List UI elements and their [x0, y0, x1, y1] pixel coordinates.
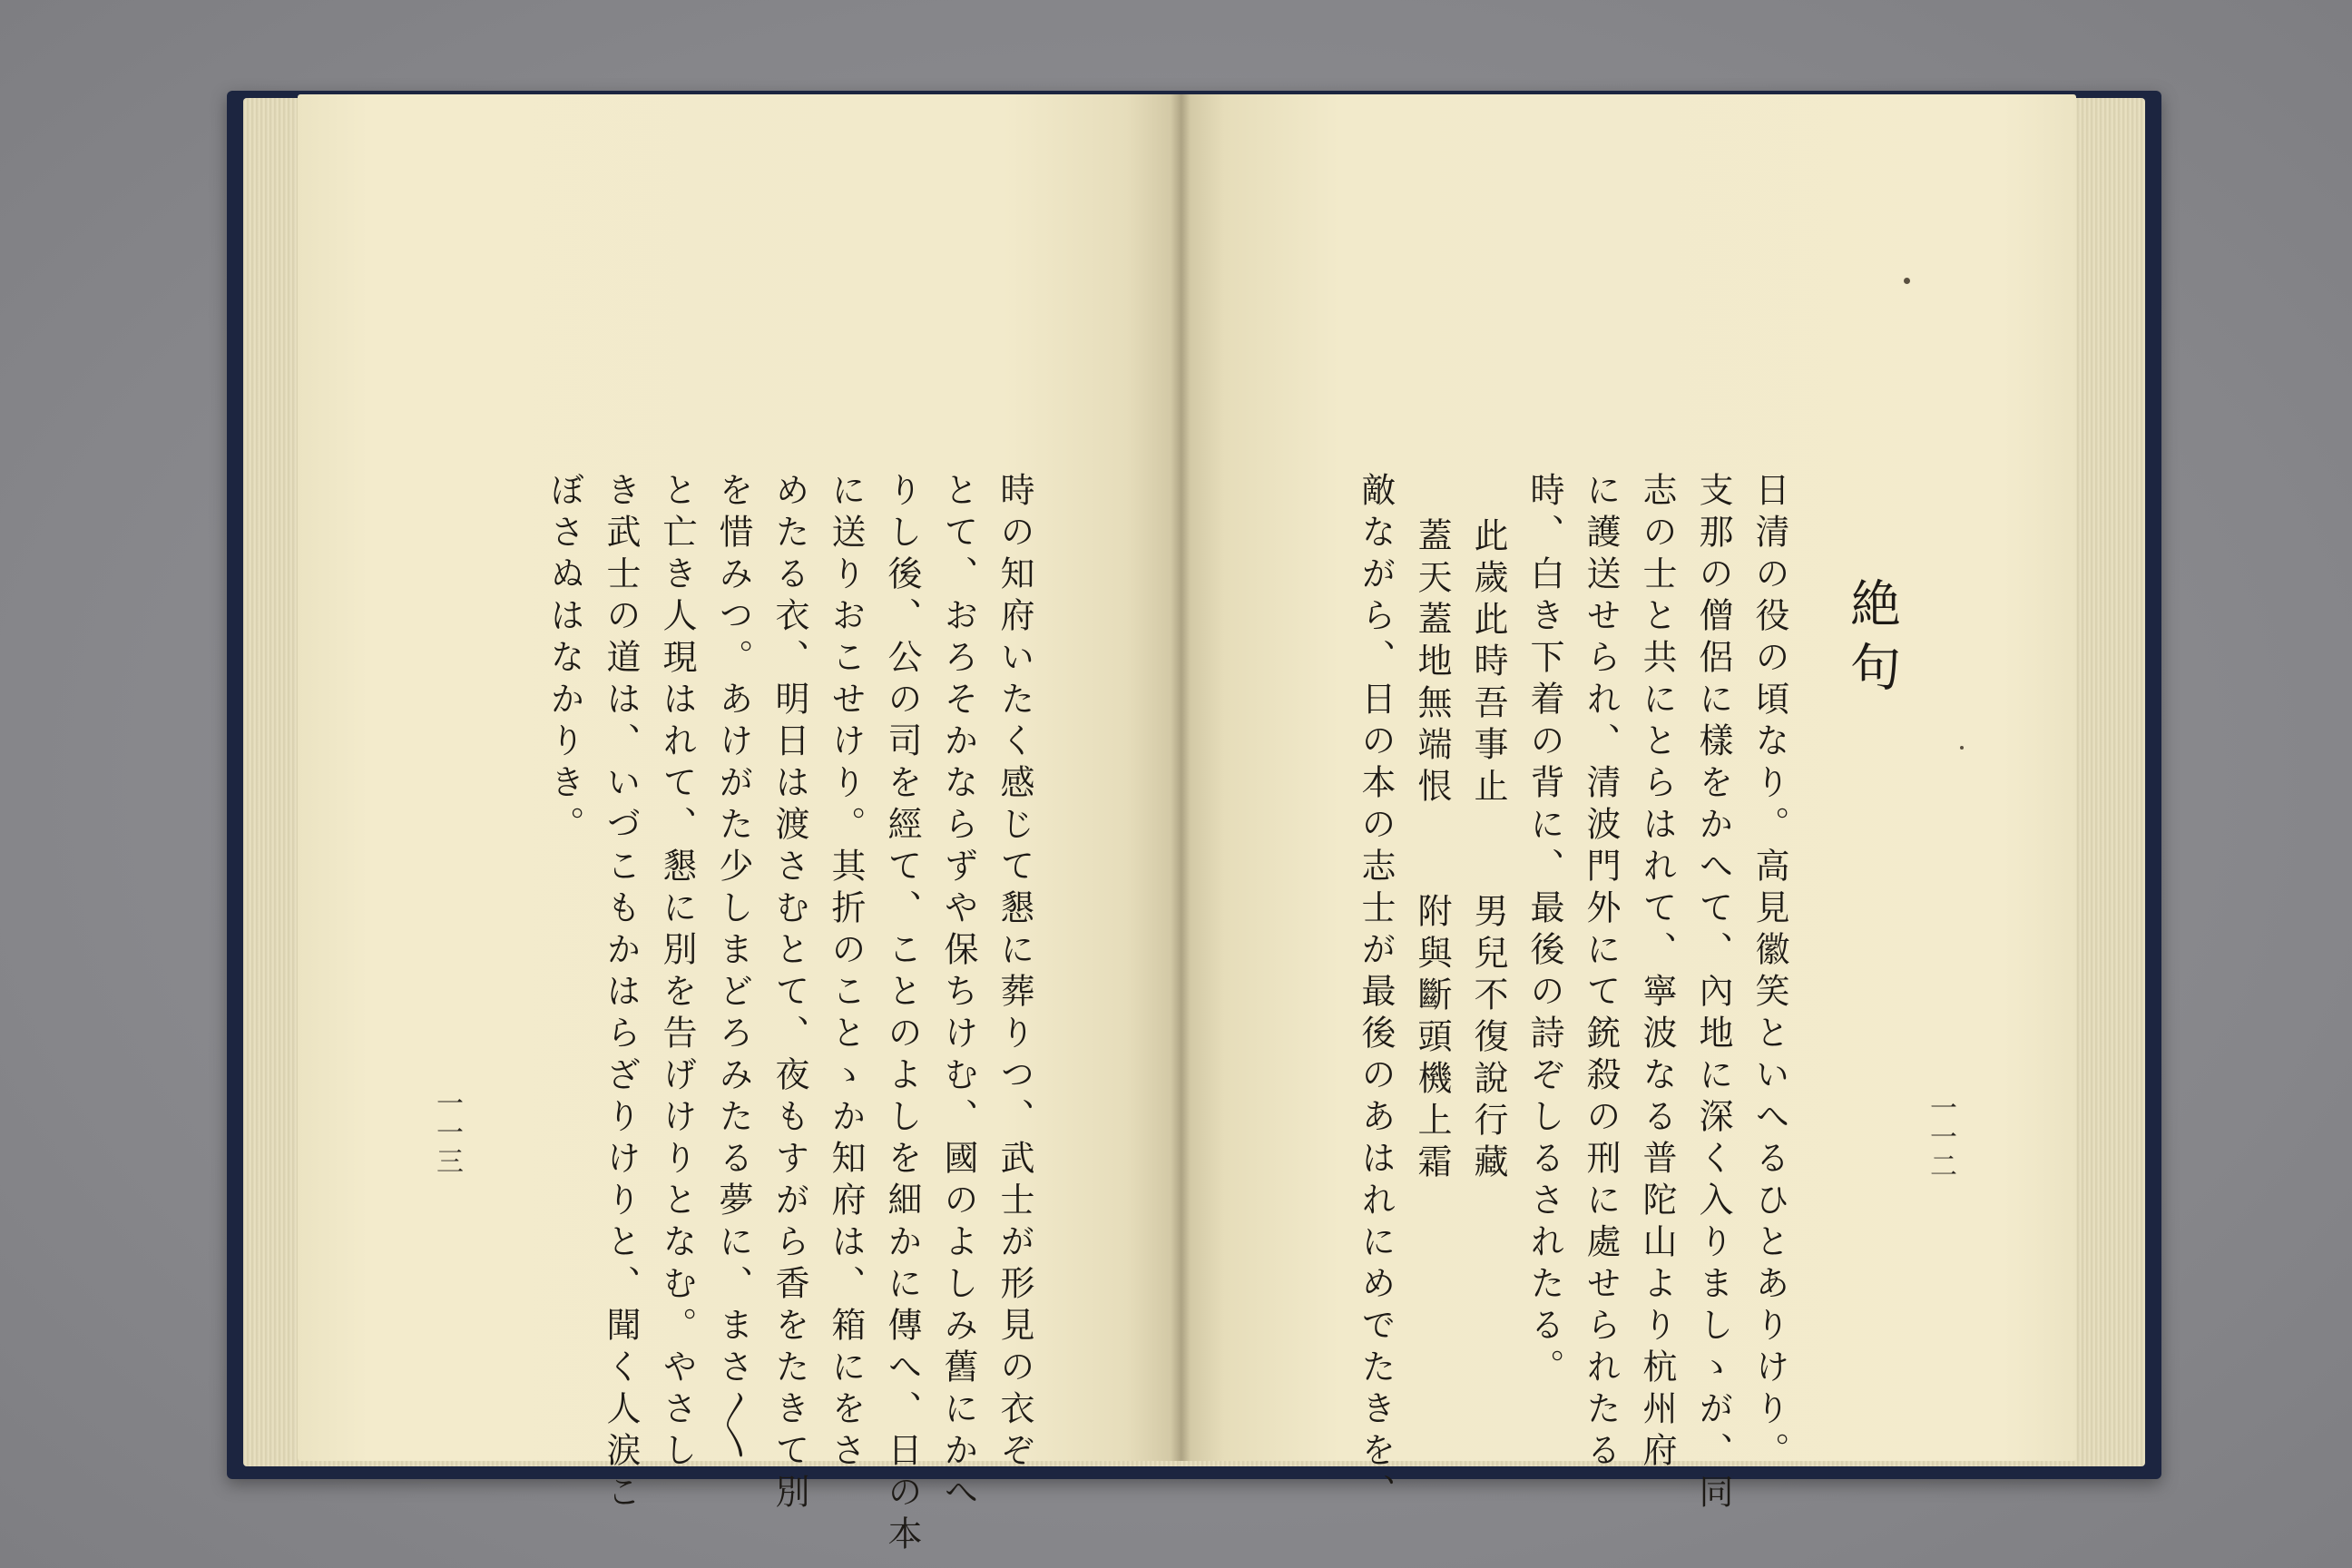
text-column: き武士の道は、いづこもかはらざりけりと、聞く人涙こ	[601, 472, 641, 1515]
poem-line: 此歲此時吾事止 男兒不復說行藏	[1468, 517, 1508, 1185]
text-column: を惜みつ。あけがた少しまどろみたる夢に、まさ〳〵	[713, 472, 753, 1466]
paper-speck	[1904, 278, 1910, 284]
text-column: に護送せられ、清波門外にて銃殺の刑に處せられたる	[1581, 472, 1621, 1474]
page-number: 一一三	[431, 1089, 463, 1176]
text-column: めたる衣、明日は渡さむとて、夜もすがら香をたきて別	[769, 472, 809, 1515]
book-gutter	[1171, 94, 1191, 1461]
text-column: とて、おろそかならずや保ちけむ、國のよしみ舊にかへ	[938, 472, 978, 1515]
text-column: りし後、公の司を經て、ことのよしを細かに傳へ、日の本	[882, 472, 922, 1557]
text-column: に送りおこせけり。其折のことゝか知府は、箱にをさ	[826, 472, 866, 1474]
text-column: と亡き人現はれて、懇に別を告げけりとなむ。やさし	[657, 472, 697, 1474]
text-column: 時の知府いたく感じて懇に葬りつ、武士が形見の衣ぞ	[995, 472, 1034, 1474]
text-column: 志の士と共にとらはれて、寧波なる普陀山より杭州府	[1637, 472, 1677, 1474]
text-column: 支那の僧侶に樣をかへて、內地に深く入りましゝが、同	[1693, 472, 1733, 1515]
text-column: 敵ながら、日の本の志士が最後のあはれにめでたきを、	[1356, 472, 1396, 1515]
text-column: 日清の役の頃なり。高見徽笑といへるひとありけり。	[1749, 472, 1789, 1474]
paper-speck	[1960, 746, 1964, 750]
page-number: 一一二	[1925, 1093, 1956, 1181]
right-page	[1180, 94, 2076, 1461]
text-column: ぼさぬはなかりき。	[544, 472, 584, 848]
poem-line: 蓋天蓋地無端恨 附與斷頭機上霜	[1412, 517, 1452, 1185]
text-column: 時、白き下着の背に、最後の詩ぞしるされたる。	[1524, 472, 1564, 1390]
page-title: 絶句	[1842, 577, 1901, 704]
